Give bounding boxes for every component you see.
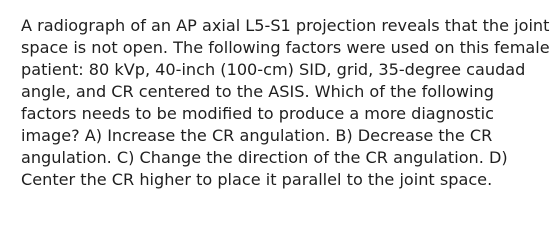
question-text: A radiograph of an AP axial L5-S1 projection reveals that the joint space is not open. The following factors were used on this female patient: 80 kVp, 40-inch (100-cm) SID, grid, 35-degree caudad angle, and CR centered to the ASIS. Which of the following factors needs to be modified to produce a more diagnostic image? A) Increase the CR angulation. B) Decrease the CR angulation. C) Change the direction of the CR angulation. D) Center the CR higher to place it parallel to the joint space.: [21, 16, 550, 189]
